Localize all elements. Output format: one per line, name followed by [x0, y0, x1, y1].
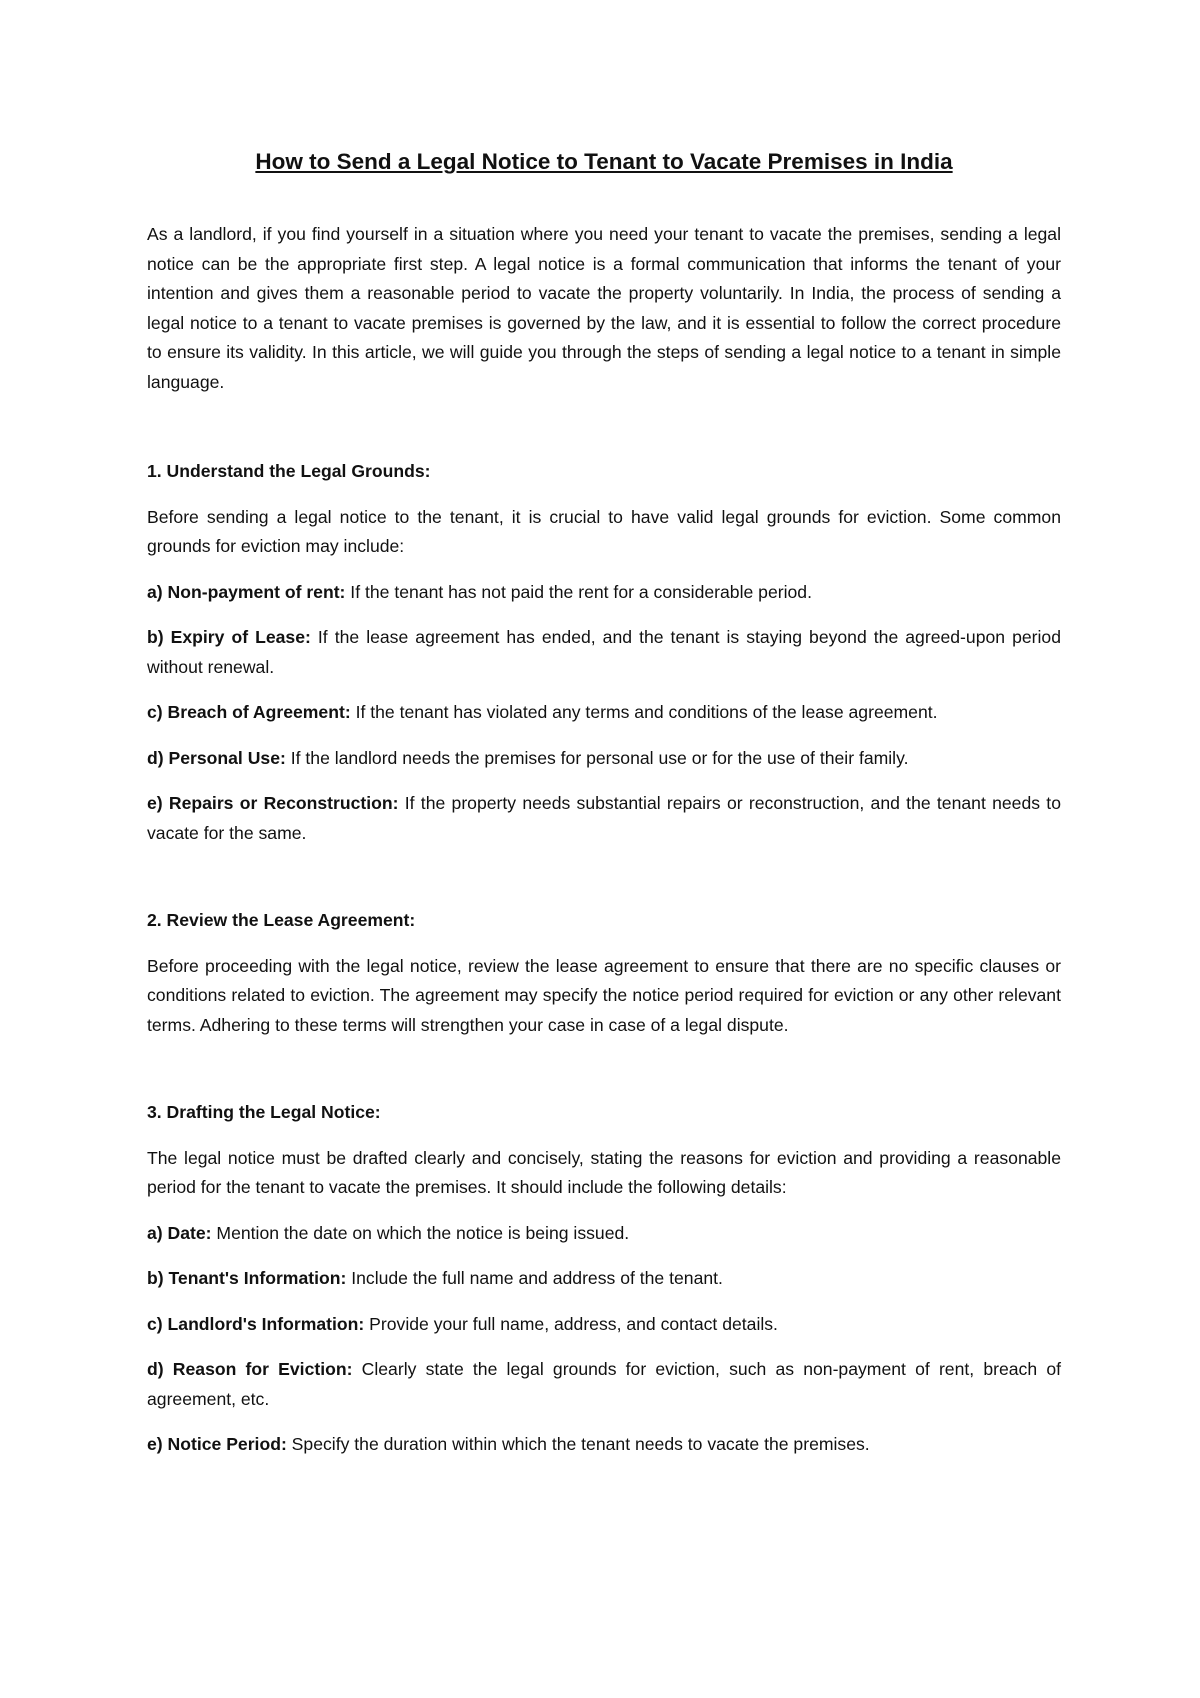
- section-heading: 3. Drafting the Legal Notice:: [147, 1102, 381, 1122]
- list-item-text: If the lease agreement has ended, and the tenant is staying beyond the agreed-upon period without renewal.: [147, 627, 1061, 677]
- document-page: [147, 148, 1061, 1476]
- list-item: [147, 789, 1061, 848]
- list-item: [147, 623, 1061, 682]
- list-item-label: a) Non-payment of rent:: [147, 581, 346, 602]
- list-item-label: d) Personal Use:: [147, 747, 286, 768]
- list-item-label: b) Expiry of Lease:: [147, 627, 311, 647]
- list-item-label: e) Repairs or Reconstruction:: [147, 793, 399, 813]
- section-paragraph: Before sending a legal notice to the tenant, it is crucial to have valid legal grounds for eviction. Some common grounds for eviction may include:: [147, 506, 1061, 556]
- list-item-label: d) Reason for Eviction:: [147, 1359, 353, 1379]
- list-item-text: Specify the duration within which the tenant needs to vacate the premises.: [286, 1434, 870, 1454]
- list-item-label: c) Breach of Agreement:: [147, 702, 351, 722]
- list-item-text: Clearly state the legal grounds for eviction, such as non-payment of rent, breach of agreement, etc.: [147, 1359, 1061, 1409]
- list-item-text: If the tenant has violated any terms and conditions of the lease agreement.: [350, 702, 938, 722]
- list-item-text: Mention the date on which the notice is being issued.: [211, 1222, 630, 1243]
- list-item-label: e) Notice Period:: [147, 1434, 287, 1454]
- intro-paragraph: As a landlord, if you find yourself in a situation where you need your tenant to vacate the premises, sending a legal notice can be the appropriate first step. A legal notice is a formal communication that informs the tenant of your intention and gives them a reasonable period to vacate the property voluntarily. In India, the process of sending a legal notice to a tenant to vacate premises is governed by the law, and it is essential to follow the correct procedure to ensure its validity. In this article, we will guide you through the steps of sending a legal notice to a tenant in simple language.: [147, 224, 1061, 392]
- list-item-text: Provide your full name, address, and contact details.: [364, 1313, 778, 1334]
- list-item-text: If the tenant has not paid the rent for a considerable period.: [345, 581, 812, 602]
- list-item: [147, 1430, 1061, 1460]
- list-item: [147, 744, 1061, 774]
- section-paragraph: Before proceeding with the legal notice, review the lease agreement to ensure that there are no specific clauses or conditions related to eviction. The agreement may specify the notice period required for eviction or any other relevant terms. Adhering to these terms will strengthen your case in case of a legal dispute.: [147, 955, 1061, 1035]
- list-item-label: a) Date:: [147, 1222, 212, 1243]
- section-paragraph: The legal notice must be drafted clearly and concisely, stating the reasons for eviction and providing a reasonable period for the tenant to vacate the premises. It should include the following details:: [147, 1147, 1061, 1197]
- section-heading: 1. Understand the Legal Grounds:: [147, 461, 431, 481]
- list-item-label: b) Tenant's Information:: [147, 1268, 347, 1288]
- list-item: [147, 1355, 1061, 1414]
- list-item-label: c) Landlord's Information:: [147, 1313, 365, 1334]
- list-item: [147, 1219, 1061, 1249]
- list-item: [147, 698, 1061, 728]
- list-item: [147, 1264, 1061, 1294]
- document-title: How to Send a Legal Notice to Tenant to Vacate Premises in India: [255, 149, 953, 174]
- list-item: [147, 578, 1061, 608]
- section-heading: 2. Review the Lease Agreement:: [147, 910, 416, 930]
- list-item-text: If the landlord needs the premises for personal use or for the use of their family.: [285, 747, 909, 768]
- list-item-text: If the property needs substantial repairs or reconstruction, and the tenant needs to vacate for the same.: [147, 793, 1061, 843]
- list-item: [147, 1310, 1061, 1340]
- list-item-text: Include the full name and address of the tenant.: [346, 1268, 723, 1288]
